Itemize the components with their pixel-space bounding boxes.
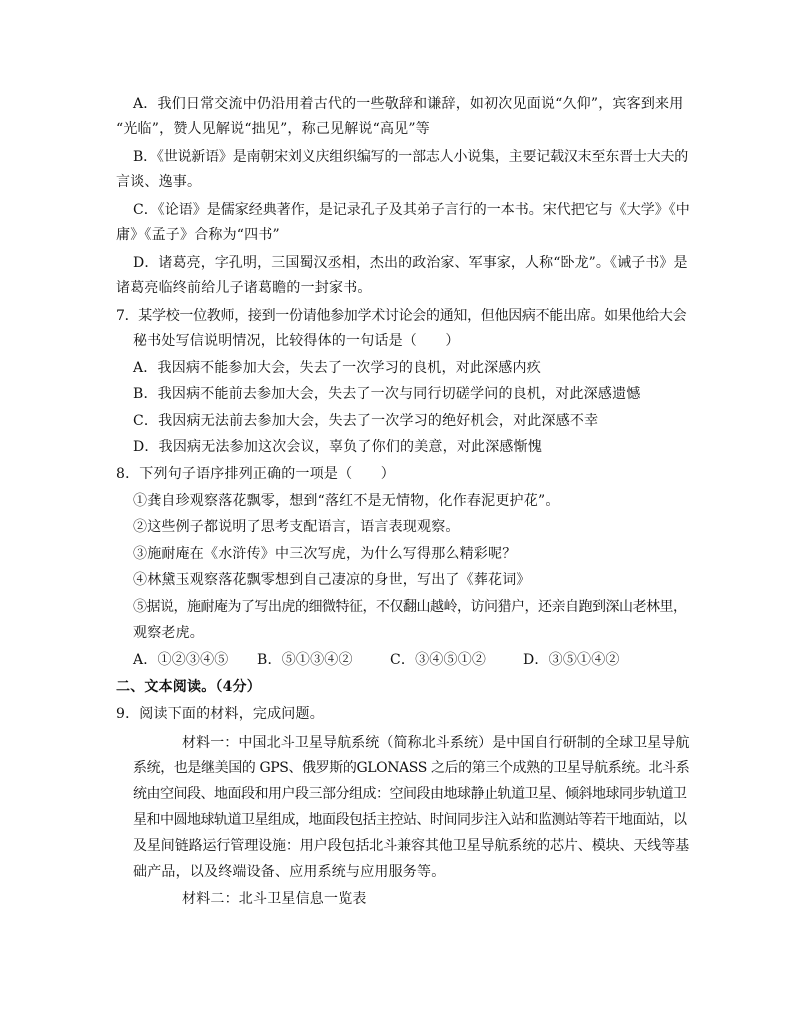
- q7-option-c: C．我因病无法前去参加大会，失去了一次学习的绝好机会，对此深感不幸: [133, 413, 599, 429]
- q9-material1-line3: 统由空间段、地面段和用户段三部分组成：空间段由地球静止轨道卫星、倾斜地球同步轨道卫: [133, 786, 687, 802]
- q8-sentence-1: ①龚自珍观察落花飘零，想到“落红不是无情物，化作春泥更护花”。: [133, 493, 560, 509]
- q6-option-c-line1: C．《论语》是儒家经典著作，是记录孔子及其弟子言行的一本书。宋代把它与《大学》《中: [133, 202, 690, 218]
- q6-option-d-line1: D．诸葛亮，字孔明，三国蜀汉丞相，杰出的政治家、军事家，人称“卧龙”。《诫子书》是: [133, 255, 688, 271]
- q8-option-b: B．⑤①③④②: [257, 652, 353, 668]
- q8-sentence-2: ②这些例子都说明了思考支配语言，语言表现观察。: [133, 519, 460, 535]
- q7-option-d: D．我因病无法参加这次会议，辜负了你们的美意，对此深感惭愧: [133, 439, 543, 455]
- q6-option-b-line2: 言谈、逸事。: [116, 174, 202, 190]
- q8-options: [133, 650, 620, 670]
- q8-sentence-5-line2: 观察老虎。: [133, 625, 204, 641]
- q9-stem: 9．阅读下面的材料，完成问题。: [116, 706, 324, 722]
- q6-option-b-line1: B．《世说新语》是南朝宋刘义庆组织编写的一部志人小说集，主要记载汉末至东晋士大夫的: [133, 149, 689, 165]
- q7-stem-line2: 秘书处写信说明情况，比较得体的一句话是（ ）: [133, 333, 460, 349]
- q8-option-d: D．③⑤①④②: [523, 652, 620, 668]
- q9-material1-line5: 及星间链路运行管理设施：用户段包括北斗兼容其他卫星导航系统的芯片、模块、天线等基: [133, 838, 689, 854]
- q8-sentence-5-line1: ⑤据说，施耐庵为了写出虎的细微特征，不仅翻山越岭，访问猎户，还亲自跑到深山老林里，: [133, 599, 687, 615]
- section2-heading: 二、文本阅读。（4分）: [116, 679, 261, 695]
- q6-option-c-line2: 庸》《孟子》合称为“四书”: [116, 227, 280, 243]
- q6-option-d-line2: 诸葛亮临终前给儿子诸葛瞻的一封家书。: [116, 280, 372, 296]
- q9-material1-line4: 星和中圆地球轨道卫星组成，地面段包括主控站、时间同步注入站和监测站等若干地面站，以: [133, 812, 687, 828]
- q7-option-b: B．我因病不能前去参加大会，失去了一次与同行切磋学问的良机，对此深感遗憾: [133, 386, 641, 402]
- q6-option-a-line2: “光临”，赞人见解说“拙见”，称己见解说“高见”等: [116, 121, 430, 137]
- q8-option-a: A．①②③④⑤: [133, 652, 229, 668]
- q8-sentence-4: ④林黛玉观察落花飘零想到自己凄凉的身世，写出了《葬花词》: [133, 572, 531, 588]
- q9-material2-title: 材料二：北斗卫星信息一览表: [182, 891, 367, 907]
- q6-option-a-line1: A．我们日常交流中仍沿用着古代的一些敬辞和谦辞，如初次见面说“久仰”，宾客到来用: [133, 96, 684, 112]
- q9-material1-line1: 材料一：中国北斗卫星导航系统（简称北斗系统）是中国自行研制的全球卫星导航: [182, 735, 690, 751]
- q7-option-a: A．我因病不能参加大会，失去了一次学习的良机，对此深感内疚: [133, 360, 541, 376]
- q8-option-c: C．③④⑤①②: [390, 652, 487, 668]
- q8-sentence-3: ③施耐庵在《水浒传》中三次写虎，为什么写得那么精彩呢？: [133, 546, 517, 562]
- q7-stem-line1: 7．某学校一位教师，接到一份请他参加学术讨论会的通知，但他因病不能出席。如果他给大会: [116, 308, 687, 324]
- q8-stem: 8．下列句子语序排列正确的一项是（ ）: [116, 466, 395, 482]
- q9-material1-line6: 础产品，以及终端设备、应用系统与应用服务等。: [133, 864, 446, 880]
- q9-material1-line2: 系统，也是继美国的 GPS、俄罗斯的GLONASS 之后的第三个成熟的卫星导航系统。北斗系: [133, 760, 690, 776]
